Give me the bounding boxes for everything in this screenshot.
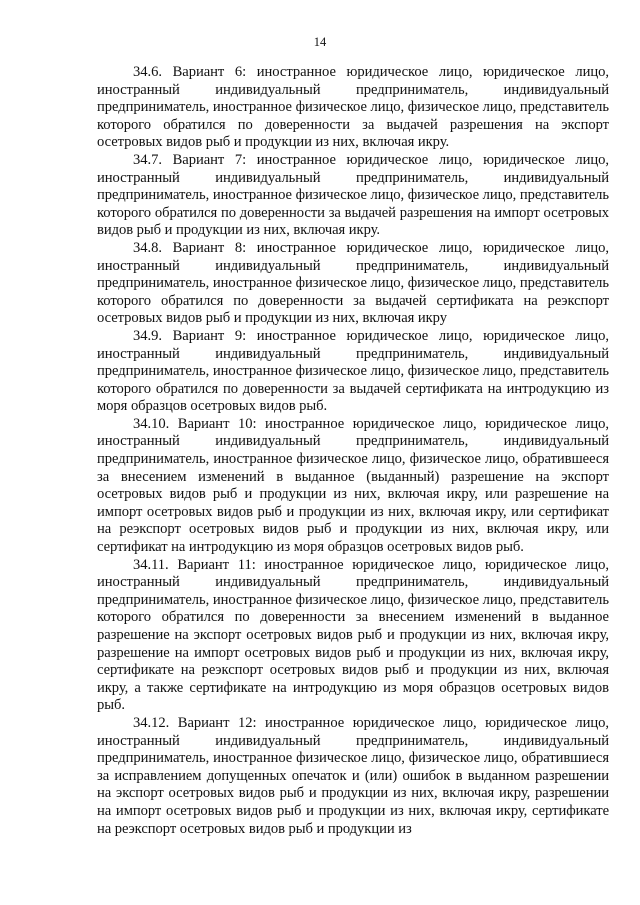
paragraph-34-6: 34.6. Вариант 6: иностранное юридическое лицо, юридическое лицо, иностранный индивидуальный предприниматель, индивидуальный предприниматель, иностранное физическое лицо, физическое лицо, представитель которого обратился по доверенности за выдачей разрешения на экспорт осетровых видов рыб и продукции из них, включая икру. <box>97 64 609 151</box>
paragraph-34-9: 34.9. Вариант 9: иностранное юридическое лицо, юридическое лицо, иностранный индивидуальный предприниматель, индивидуальный предприниматель, иностранное физическое лицо, физическое лицо, представитель которого обратился по доверенности за выдачей сертификата на интродукцию из моря образцов осетровых видов рыб. <box>97 327 609 415</box>
paragraph-34-7: 34.7. Вариант 7: иностранное юридическое лицо, юридическое лицо, иностранный индивидуальный предприниматель, индивидуальный предприниматель, иностранное физическое лицо, физическое лицо, представитель которого обратился по доверенности за выдачей разрешения на импорт осетровых видов рыб и продукции из них, включая икру. <box>97 151 609 239</box>
paragraph-34-8: 34.8. Вариант 8: иностранное юридическое лицо, юридическое лицо, иностранный индивидуальный предприниматель, индивидуальный предприниматель, иностранное физическое лицо, физическое лицо, представитель которого обратился по доверенности за выдачей сертификата на реэкспорт осетровых видов рыб и продукции из них, включая икру <box>97 239 609 327</box>
document-body <box>97 64 609 838</box>
paragraph-34-10: 34.10. Вариант 10: иностранное юридическое лицо, юридическое лицо, иностранный индивидуальный предприниматель, индивидуальный предприниматель, иностранное физическое лицо, физическое лицо, обратившееся за внесением изменений в выданное (выданный) разрешение на экспорт осетровых видов рыб и продукции из них, включая икру, или разрешение на импорт осетровых видов рыб и продукции из них, включая икру, или сертификат на реэкспорт осетровых видов рыб и продукции из них, включая икру, или сертификат на интродукцию из моря образцов осетровых видов рыб. <box>97 415 609 556</box>
page-number: 14 <box>313 35 327 49</box>
paragraph-34-12: 34.12. Вариант 12: иностранное юридическое лицо, юридическое лицо, иностранный индивидуальный предприниматель, индивидуальный предприниматель, иностранное физическое лицо, физическое лицо, обратившиеся за исправлением допущенных опечаток и (или) ошибок в выданном разрешении на экспорт осетровых видов рыб и продукции из них, включая икру, разрешении на импорт осетровых видов рыб и продукции из них, включая икру, сертификате на реэкспорт осетровых видов рыб и продукции из <box>97 714 609 837</box>
paragraph-34-11: 34.11. Вариант 11: иностранное юридическое лицо, юридическое лицо, иностранный индивидуальный предприниматель, индивидуальный предприниматель, иностранное физическое лицо, физическое лицо, представитель которого обратился по доверенности за внесением изменений в выданное разрешение на экспорт осетровых видов рыб и продукции из них, включая икру, разрешение на импорт осетровых видов рыб и продукции из них, включая икру, сертификате на реэкспорт осетровых видов рыб и продукции из них, включая икру, а также сертификате на интродукцию из моря образцов осетровых видов рыб. <box>97 556 609 714</box>
